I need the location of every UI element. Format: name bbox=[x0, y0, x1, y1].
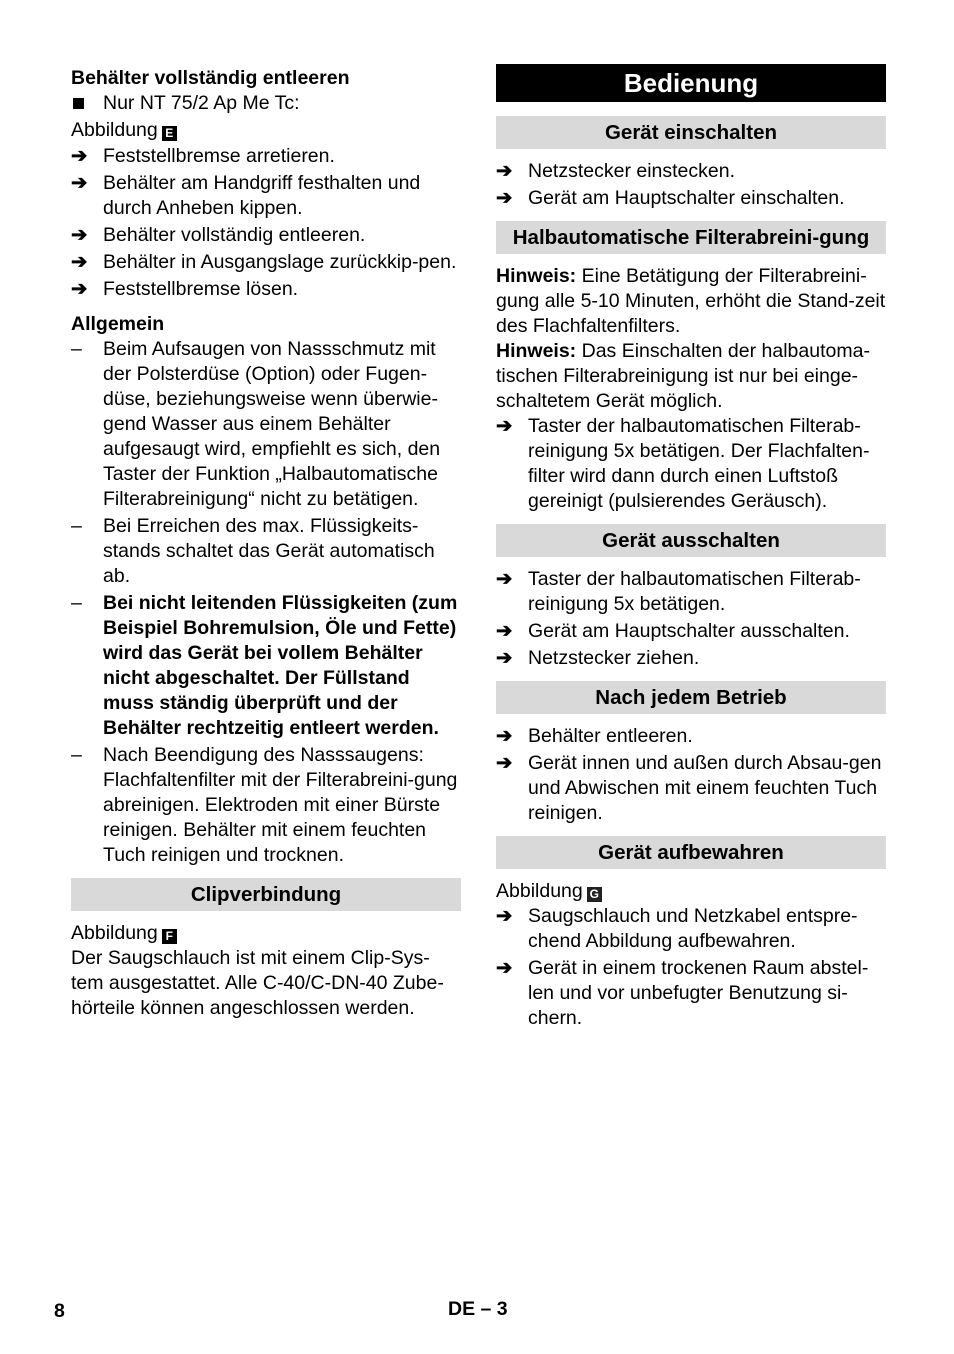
step-text: Gerät innen und außen durch Absau-gen und Abwischen mit einem feuchten Tuch reinigen. bbox=[528, 752, 882, 824]
step-text: Behälter in Ausgangslage zurückkip-pen. bbox=[103, 251, 457, 273]
arrow-right-icon: ➔ bbox=[496, 620, 513, 642]
figure-label: Abbildung bbox=[71, 119, 158, 141]
section-heading-semi-auto: Halbautomatische Filterabreini-gung bbox=[496, 221, 886, 254]
step-item bbox=[496, 751, 886, 826]
hint-paragraph bbox=[496, 339, 886, 414]
section-heading-clip: Clipverbindung bbox=[71, 878, 461, 911]
step-item bbox=[496, 619, 886, 644]
figure-ref bbox=[496, 879, 886, 904]
arrow-right-icon: ➔ bbox=[71, 224, 88, 246]
list-item bbox=[71, 91, 461, 116]
list-item-text: Nur NT 75/2 Ap Me Tc: bbox=[103, 92, 300, 114]
arrow-right-icon: ➔ bbox=[496, 187, 513, 209]
dash-item bbox=[71, 743, 461, 868]
dash-item-text: Bei nicht leitenden Flüssigkeiten (zum Beispiel Bohremulsion, Öle und Fette) wird das Gerät bei vollem Behälter nicht abgeschaltet. Der Füllstand muss ständig überprüft und der Behälter rechtzeitig entleert werden. bbox=[103, 592, 458, 739]
figure-ref bbox=[71, 921, 461, 946]
clip-paragraph: Der Saugschlauch ist mit einem Clip-Sys-tem ausgestattet. Alle C-40/C-DN-40 Zube-hörteile können angeschlossen werden. bbox=[71, 947, 444, 1019]
dash-item bbox=[71, 337, 461, 512]
dash-bullet: – bbox=[71, 338, 82, 360]
step-item bbox=[71, 223, 461, 248]
arrow-right-icon: ➔ bbox=[71, 251, 88, 273]
hint-text: Eine Betätigung der Filterabreini-gung alle 5-10 Minuten, erhöht die Stand-zeit des Flachfaltenfilters. bbox=[496, 265, 886, 337]
step-item bbox=[496, 567, 886, 617]
step-item bbox=[496, 724, 886, 749]
dash-bullet: – bbox=[71, 592, 82, 614]
dash-item-text: Bei Erreichen des max. Flüssigkeits-stands schaltet das Gerät automatisch ab. bbox=[103, 515, 435, 587]
arrow-right-icon: ➔ bbox=[496, 905, 513, 927]
section-heading-switch-on: Gerät einschalten bbox=[496, 116, 886, 149]
dash-bullet: – bbox=[71, 744, 82, 766]
arrow-right-icon: ➔ bbox=[71, 172, 88, 194]
dash-item bbox=[71, 514, 461, 589]
figure-ref bbox=[71, 118, 461, 143]
step-text: Behälter am Handgriff festhalten und durch Anheben kippen. bbox=[103, 172, 421, 219]
dash-item-warning bbox=[71, 591, 461, 741]
step-item bbox=[71, 277, 461, 302]
step-item bbox=[496, 159, 886, 184]
dash-item-text: Nach Beendigung des Nasssaugens: Flachfaltenfilter mit der Filterabreini-gung abreinigen. Elektroden mit einer Bürste reinigen. Behälter mit einem feuchten Tuch reinigen und trocknen. bbox=[103, 744, 458, 866]
step-item bbox=[496, 956, 886, 1031]
dash-item-text: Beim Aufsaugen von Nassschmutz mit der Polsterdüse (Option) oder Fugen-düse, beziehungsweise wenn überwie-gend Wasser aus einem Behälter aufgesaugt wird, empfiehlt es sich, den Taster der Funktion „Halbautomatische Filterabreinigung“ nicht zu betätigen. bbox=[103, 338, 441, 510]
step-text: Behälter entleeren. bbox=[528, 725, 693, 747]
step-item bbox=[71, 144, 461, 169]
arrow-right-icon: ➔ bbox=[496, 415, 513, 437]
figure-g-badge: G bbox=[587, 887, 602, 902]
hint-paragraph bbox=[496, 264, 886, 339]
section-heading-after-use: Nach jedem Betrieb bbox=[496, 681, 886, 714]
step-text: Gerät am Hauptschalter ausschalten. bbox=[528, 620, 850, 642]
step-item bbox=[496, 414, 886, 514]
figure-e-badge: E bbox=[162, 126, 177, 141]
heading-general: Allgemein bbox=[71, 313, 165, 335]
hint-label: Hinweis: bbox=[496, 265, 577, 287]
page-number: 8 bbox=[54, 1300, 65, 1322]
dash-bullet: – bbox=[71, 515, 82, 537]
step-text: Gerät in einem trockenen Raum abstel-len und vor unbefugter Benutzung si-chern. bbox=[528, 957, 869, 1029]
step-item bbox=[496, 186, 886, 211]
language-page-label: DE – 3 bbox=[448, 1298, 508, 1320]
step-text: Feststellbremse lösen. bbox=[103, 278, 299, 300]
step-item bbox=[496, 646, 886, 671]
step-text: Netzstecker ziehen. bbox=[528, 647, 700, 669]
chapter-title: Bedienung bbox=[496, 64, 886, 102]
step-text: Netzstecker einstecken. bbox=[528, 160, 736, 182]
right-column bbox=[496, 64, 886, 1033]
figure-label: Abbildung bbox=[496, 880, 583, 902]
section-heading-switch-off: Gerät ausschalten bbox=[496, 524, 886, 557]
arrow-right-icon: ➔ bbox=[496, 725, 513, 747]
left-column bbox=[71, 64, 461, 1021]
arrow-right-icon: ➔ bbox=[71, 145, 88, 167]
step-text: Feststellbremse arretieren. bbox=[103, 145, 335, 167]
arrow-right-icon: ➔ bbox=[496, 160, 513, 182]
hint-label: Hinweis: bbox=[496, 340, 577, 362]
figure-f-badge: F bbox=[162, 929, 177, 944]
arrow-right-icon: ➔ bbox=[496, 568, 513, 590]
arrow-right-icon: ➔ bbox=[496, 957, 513, 979]
step-text: Taster der halbautomatischen Filterab-reinigung 5x betätigen. Der Flachfalten-filter wird dann durch einen Luftstoß gereinigt (pulsierendes Geräusch). bbox=[528, 415, 870, 512]
step-item bbox=[71, 171, 461, 221]
section-heading-storage: Gerät aufbewahren bbox=[496, 836, 886, 869]
step-text: Gerät am Hauptschalter einschalten. bbox=[528, 187, 845, 209]
arrow-right-icon: ➔ bbox=[496, 752, 513, 774]
step-text: Taster der halbautomatischen Filterab-reinigung 5x betätigen. bbox=[528, 568, 861, 615]
arrow-right-icon: ➔ bbox=[496, 647, 513, 669]
step-item bbox=[496, 904, 886, 954]
step-text: Saugschlauch und Netzkabel entspre-chend Abbildung aufbewahren. bbox=[528, 905, 858, 952]
hint-text: Das Einschalten der halbautoma-tischen Filterabreinigung ist nur bei einge-schaltetem Gerät möglich. bbox=[496, 340, 870, 412]
square-bullet-icon bbox=[71, 91, 95, 116]
step-text: Behälter vollständig entleeren. bbox=[103, 224, 366, 246]
step-item bbox=[71, 250, 461, 275]
heading-empty-container: Behälter vollständig entleeren bbox=[71, 67, 350, 89]
arrow-right-icon: ➔ bbox=[71, 278, 88, 300]
figure-label: Abbildung bbox=[71, 922, 158, 944]
